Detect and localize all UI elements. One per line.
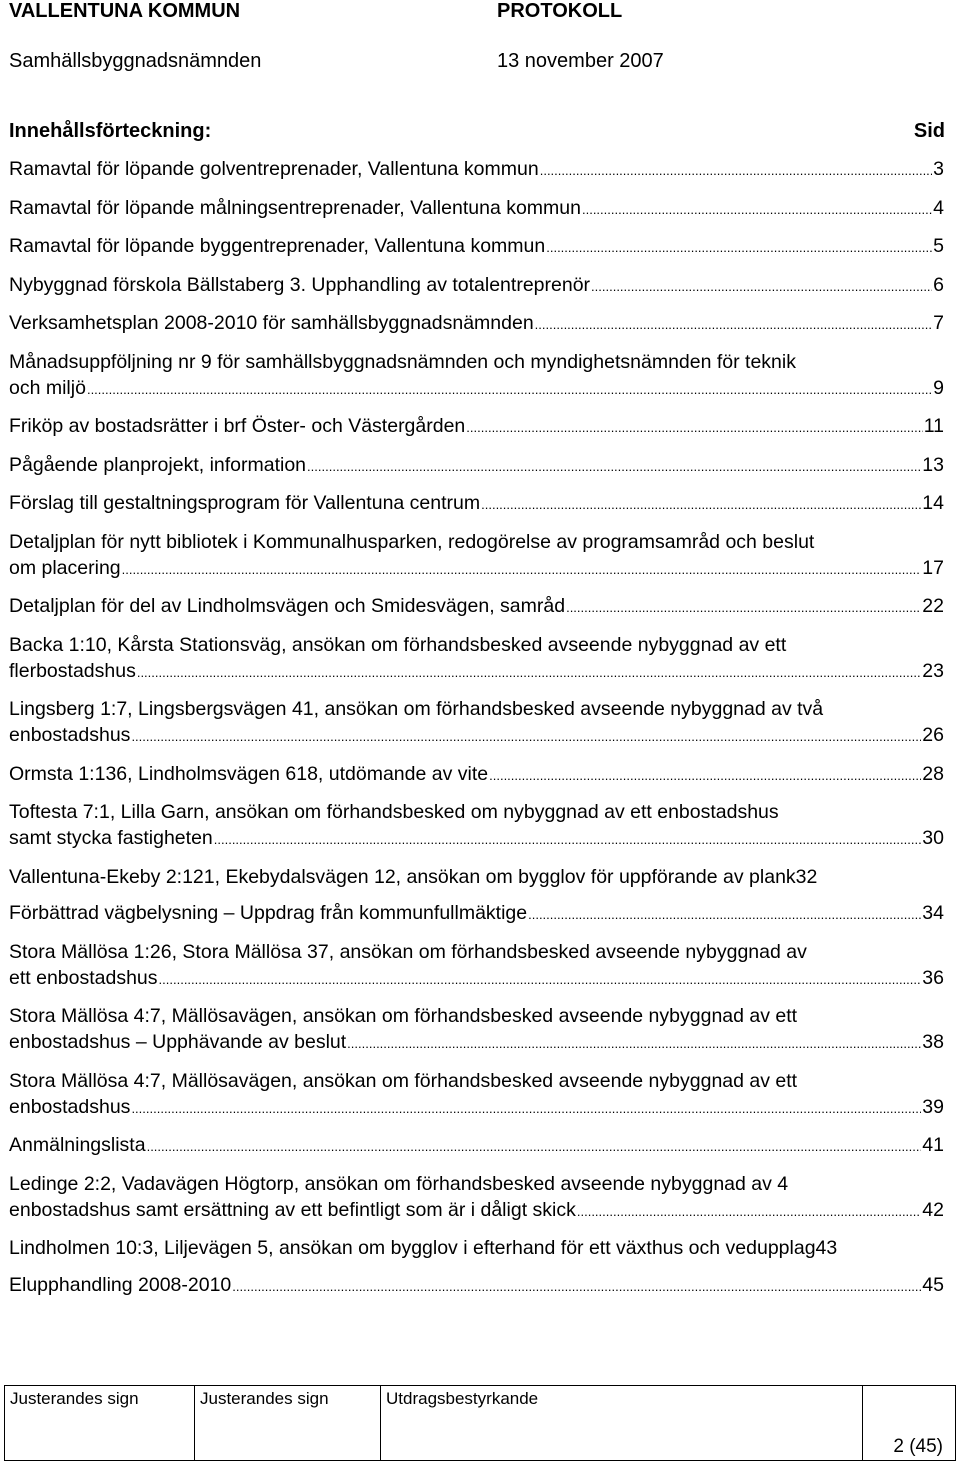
dot-leader (137, 660, 921, 686)
toc-entry[interactable] (9, 310, 944, 338)
toc-entry-line (9, 375, 944, 403)
signature-cell-1 (5, 1386, 195, 1460)
toc-entry-title: enbostadshus (9, 724, 131, 746)
toc-entry[interactable] (9, 452, 944, 480)
toc-entry-title: Detaljplan för del av Lindholmsvägen och Smidesvägen, samråd (9, 595, 566, 617)
toc-entry-first-line: Detaljplan för nytt bibliotek i Kommunalhusparken, redogörelse av programsamråd och beslut (9, 530, 815, 553)
toc-entry[interactable] (9, 529, 944, 583)
toc-entry-first-line: Månadsuppföljning nr 9 för samhällsbyggnadsnämnden och myndighetsnämnden för teknik (9, 350, 796, 373)
certification-cell (381, 1386, 863, 1460)
toc-entry-title: Ramavtal för löpande golventreprenader, Vallentuna kommun (9, 158, 539, 180)
dot-leader (131, 724, 921, 750)
dot-leader (535, 312, 932, 338)
toc-entry-line (9, 1197, 944, 1225)
toc-entry-title: Lindholmen 10:3, Liljevägen 5, ansökan om bygglov i efterhand för ett växthus och vedupplag (9, 1237, 816, 1259)
dot-leader (147, 1134, 922, 1160)
toc-entry-line (9, 555, 944, 583)
dot-leader (582, 197, 932, 223)
dot-leader (481, 492, 921, 518)
toc-entry-line (9, 864, 944, 890)
toc-entry-line (9, 452, 944, 480)
toc-entry-line (9, 1029, 944, 1057)
toc-entry-title: Elupphandling 2008-2010 (9, 1273, 232, 1296)
toc-entry-line (9, 825, 944, 853)
toc-entry-page: 38 (922, 1031, 944, 1053)
toc-entry-line (9, 310, 944, 338)
toc-entry-first-line: Stora Mällösa 1:26, Stora Mällösa 37, ansökan om förhandsbesked avseende nybyggnad av (9, 940, 807, 963)
page-number-cell (863, 1386, 955, 1460)
toc-entry-page: 13 (922, 453, 944, 476)
toc-entry[interactable] (9, 349, 944, 403)
toc-entry-page: 14 (922, 492, 944, 514)
toc-entry[interactable] (9, 1132, 944, 1160)
toc-entry-page: 17 (922, 556, 944, 579)
toc-entry[interactable] (9, 939, 944, 993)
toc-entry-page: 26 (922, 724, 944, 746)
toc-entry-first-line: Toftesta 7:1, Lilla Garn, ansökan om förhandsbesked om nybyggnad av ett enbostadshus (9, 801, 779, 823)
toc-entry[interactable] (9, 195, 944, 223)
toc-entry-title: Verksamhetsplan 2008-2010 för samhällsbyggnadsnämnden (9, 312, 534, 334)
toc-entry[interactable] (9, 1068, 944, 1122)
toc-entry-page: 43 (815, 1237, 838, 1259)
toc-entry-title: enbostadshus samt ersättning av ett befintligt som är i dåligt skick (9, 1198, 576, 1221)
toc-entry[interactable] (9, 593, 944, 621)
toc-entry-title: ett enbostadshus (9, 966, 158, 989)
toc-entry[interactable] (9, 272, 944, 300)
toc-entry-title: och miljö (9, 376, 86, 399)
toc-entry-title: Vallentuna-Ekeby 2:121, Ekebydalsvägen 12, ansökan om bygglov för uppförande av plank (9, 865, 796, 888)
toc-entry-title: Friköp av bostadsrätter i brf Öster- och Västergården (9, 415, 466, 437)
document-type: PROTOKOLL (497, 0, 623, 22)
meeting-date: 13 november 2007 (497, 50, 664, 72)
toc-entry-line (9, 593, 944, 621)
toc-entry-title: enbostadshus – Upphävande av beslut (9, 1031, 347, 1053)
toc-entry-first-line: Stora Mällösa 4:7, Mällösavägen, ansökan om förhandsbesked avseende nybyggnad av ett (9, 1005, 798, 1027)
toc-entry-title: Ormsta 1:136, Lindholmsvägen 618, utdömande av vite (9, 762, 489, 785)
toc-entry[interactable] (9, 1235, 944, 1261)
dot-leader (214, 827, 922, 853)
toc-entry-line (9, 272, 944, 300)
toc-entry-line (9, 1094, 944, 1122)
signature-cell-2 (195, 1386, 381, 1460)
dot-leader (87, 377, 932, 403)
toc-entry[interactable] (9, 900, 944, 928)
toc-entry-line (9, 722, 944, 750)
toc-entry[interactable] (9, 864, 944, 890)
dot-leader (347, 1031, 921, 1057)
toc-entry-first-line: Stora Mällösa 4:7, Mällösavägen, ansökan om förhandsbesked avseende nybyggnad av ett (9, 1069, 798, 1092)
toc-entry-line (9, 233, 944, 261)
toc-entry-page: 41 (922, 1134, 944, 1156)
toc-entry[interactable] (9, 1272, 944, 1300)
toc-entry-line (9, 195, 944, 223)
toc-entry-page: 11 (923, 415, 944, 437)
toc-entry-line (9, 1235, 944, 1261)
toc-entry-title: enbostadshus (9, 1095, 131, 1118)
page-number: 2 (45) (893, 1436, 943, 1457)
toc-entry-page: 22 (922, 595, 944, 617)
toc-page-column-label: Sid (913, 120, 945, 142)
dot-leader (159, 967, 922, 993)
toc-entry[interactable] (9, 1003, 944, 1057)
toc-entry-page: 34 (922, 902, 944, 924)
toc-entry-page: 4 (933, 196, 944, 219)
dot-leader (466, 415, 922, 441)
toc-entry[interactable] (9, 490, 944, 518)
toc-entry-title: Anmälningslista (9, 1134, 146, 1156)
toc-entry-page: 28 (922, 762, 944, 785)
toc-entry-line (9, 900, 944, 928)
certification-label: Utdragsbestyrkande (386, 1389, 539, 1408)
toc-entry-first-line: Lingsberg 1:7, Lingsbergsvägen 41, ansökan om förhandsbesked avseende nybyggnad av två (9, 698, 824, 720)
dot-leader (528, 902, 921, 928)
toc-entry-title: Nybyggnad förskola Bällstaberg 3. Upphandling av totalentreprenör (9, 273, 591, 296)
toc-entry-title: Ramavtal för löpande byggentreprenader, Vallentuna kommun (9, 235, 546, 257)
signature-footer (4, 1385, 956, 1461)
toc-title: Innehållsförteckning: (9, 120, 212, 142)
toc-entry-page: 36 (922, 966, 944, 989)
toc-entry-line (9, 658, 944, 686)
toc-entry-title: samt stycka fastigheten (9, 827, 213, 849)
org-name: VALLENTUNA KOMMUN (9, 0, 241, 22)
toc-entry-title: Ramavtal för löpande målningsentreprenader, Vallentuna kommun (9, 196, 581, 219)
toc-entry-page: 42 (922, 1198, 944, 1221)
toc-entry-line (9, 413, 944, 441)
toc-entry-line (9, 156, 944, 184)
toc-entry[interactable] (9, 156, 944, 184)
toc-entry-line (9, 761, 944, 789)
dot-leader (122, 557, 922, 583)
dot-leader (232, 1274, 921, 1300)
toc-entry-title: Förbättrad vägbelysning – Uppdrag från kommunfullmäktige (9, 902, 528, 924)
toc-entry-title: Pågående planprojekt, information (9, 453, 307, 476)
toc-entry-page: 6 (933, 273, 944, 296)
toc-entry-page: 5 (933, 235, 944, 257)
dot-leader (540, 158, 932, 184)
toc-entry-page: 45 (922, 1273, 944, 1296)
toc-entry-line (9, 1132, 944, 1160)
toc-entry[interactable] (9, 233, 944, 261)
toc-entry-title: om placering (9, 556, 121, 579)
dot-leader (566, 595, 921, 621)
toc-entry[interactable] (9, 413, 944, 441)
toc-entry-line (9, 490, 944, 518)
dot-leader (489, 763, 921, 789)
toc-entry[interactable] (9, 799, 944, 853)
toc-entry-first-line: Ledinge 2:2, Vadavägen Högtorp, ansökan om förhandsbesked avseende nybyggnad av 4 (9, 1172, 789, 1195)
toc-entry[interactable] (9, 1171, 944, 1225)
dot-leader (591, 274, 932, 300)
toc-entry-page: 7 (933, 312, 944, 334)
toc-entry[interactable] (9, 761, 944, 789)
dot-leader (307, 454, 921, 480)
table-of-contents (9, 156, 944, 1310)
toc-entry-page: 23 (922, 659, 944, 682)
toc-entry-title: Förslag till gestaltningsprogram för Vallentuna centrum (9, 492, 481, 514)
toc-entry-title: flerbostadshus (9, 659, 136, 682)
toc-entry-page: 32 (795, 865, 818, 888)
toc-entry-line (9, 1272, 944, 1300)
toc-header (9, 120, 945, 143)
dot-leader (577, 1199, 921, 1225)
toc-entry-page: 30 (922, 827, 944, 849)
toc-entry[interactable] (9, 696, 944, 750)
toc-entry-line (9, 965, 944, 993)
dot-leader (546, 235, 932, 261)
signature-label-1: Justerandes sign (10, 1389, 139, 1408)
toc-entry-first-line: Backa 1:10, Kårsta Stationsväg, ansökan om förhandsbesked avseende nybyggnad av ett (9, 633, 787, 656)
toc-entry-page: 39 (922, 1095, 944, 1118)
signature-label-2: Justerandes sign (200, 1389, 329, 1408)
toc-entry-page: 9 (933, 376, 944, 399)
toc-entry[interactable] (9, 632, 944, 686)
dot-leader (131, 1096, 921, 1122)
department-name: Samhällsbyggnadsnämnden (9, 50, 262, 72)
toc-entry-page: 3 (933, 158, 944, 180)
